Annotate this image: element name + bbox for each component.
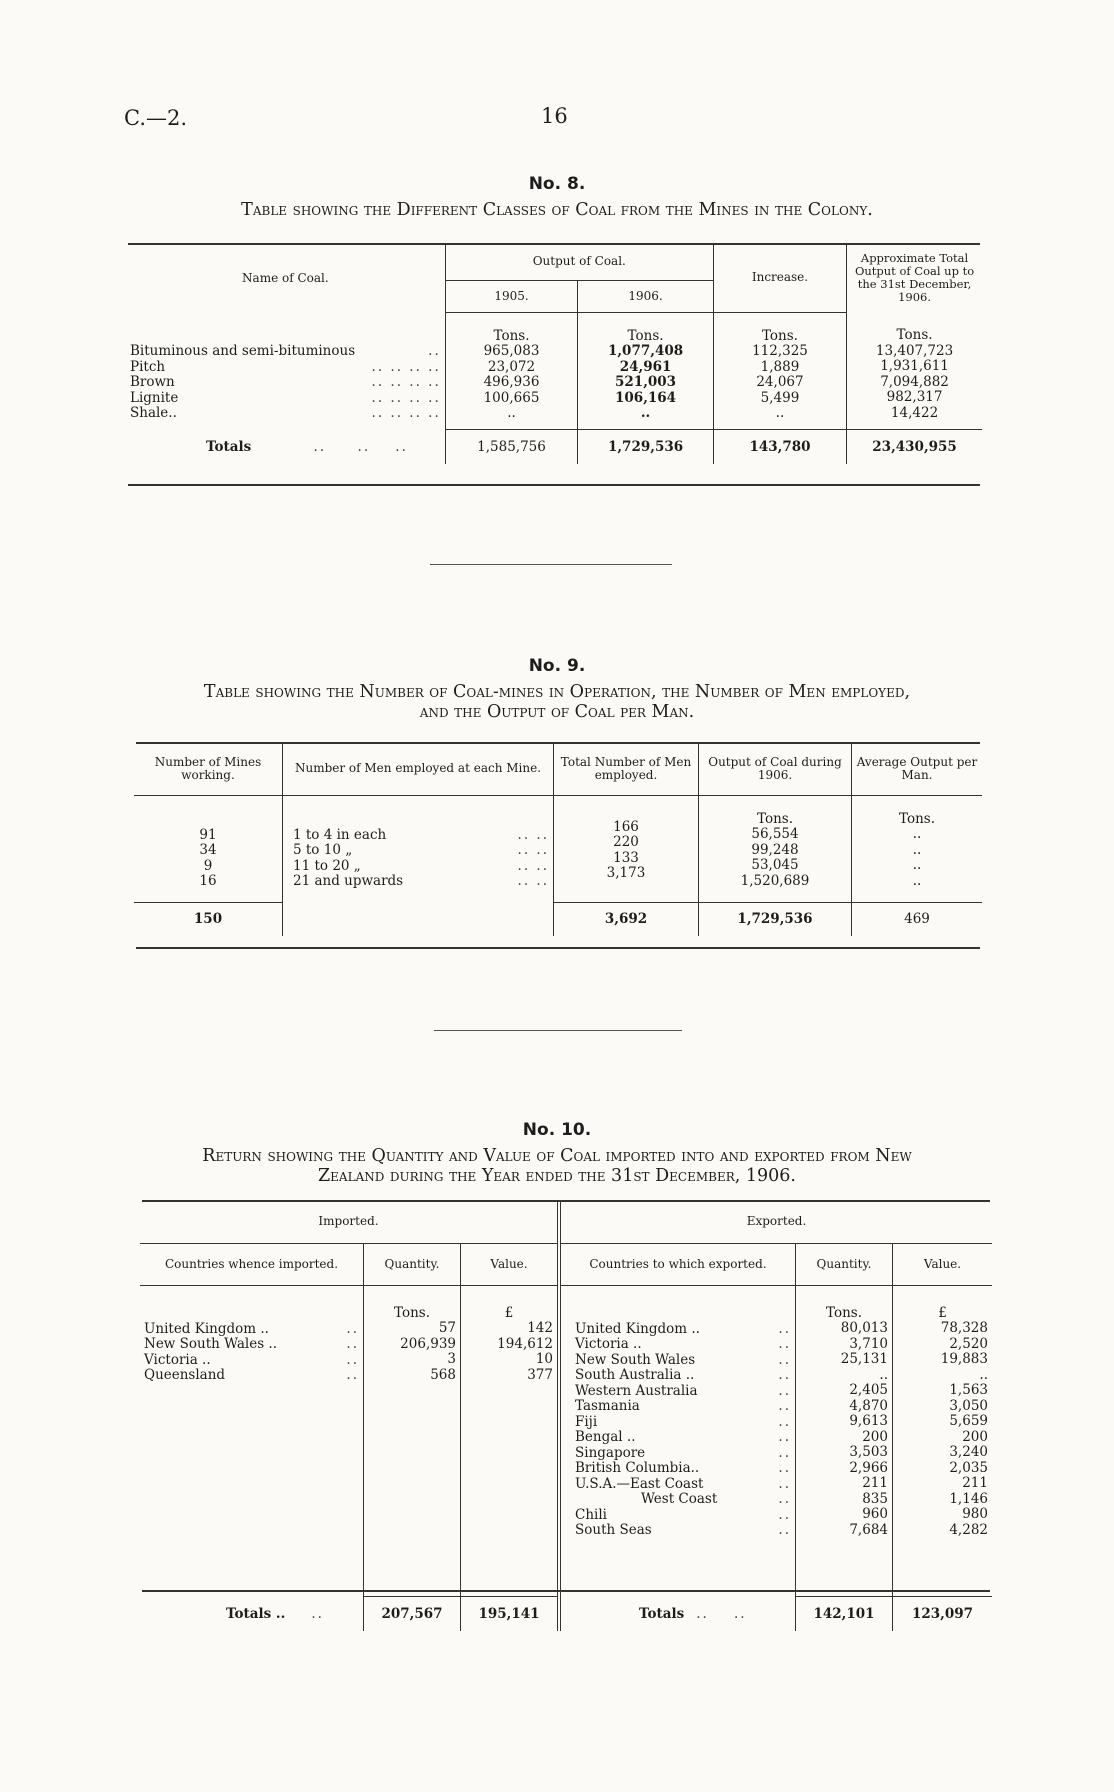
t10-unit-exp-qty: Tons. <box>826 1304 862 1321</box>
table-cell-imp-val: 194,612 <box>497 1335 553 1352</box>
t8-header-increase: Increase. <box>713 244 846 312</box>
table-cell-imp-val: 10 <box>535 1351 553 1367</box>
table-cell-exp-qty: 960 <box>862 1506 888 1522</box>
table-cell-total-men: 3,173 <box>606 865 646 881</box>
t9-output-cell <box>699 795 852 902</box>
table-row: United Kingdom .. .. <box>575 1320 791 1337</box>
table-cell-mines: 16 <box>199 873 217 889</box>
table-cell-increase: 1,889 <box>760 358 800 375</box>
table-cell-1905: 100,665 <box>483 389 540 406</box>
table-cell-exp-qty: 3,503 <box>849 1444 888 1460</box>
t9-header-men: Number of Men employed at each Mine. <box>283 743 554 795</box>
table-row: West Coast .. <box>641 1491 791 1507</box>
table-cell-exp-val: .. <box>979 1366 988 1383</box>
table-cell-increase: 112,325 <box>752 343 808 359</box>
t8-header-output: Output of Coal. <box>445 244 713 280</box>
table-8-caption: Table showing the Different Classes of Coal from the Mines in the Colony. <box>241 200 873 220</box>
table-row: Victoria .. .. <box>144 1351 359 1368</box>
table-cell-increase: .. <box>775 405 785 421</box>
t9-header-avg: Average Output per Man. <box>852 743 983 795</box>
t10-header-imp-val: Value. <box>461 1243 560 1285</box>
t8-header-total: Approximate Total Output of Coal up to the 31st December, 1906. <box>847 244 982 312</box>
table-cell-exp-val: 78,328 <box>940 1320 988 1336</box>
table-cell-imp-val: 142 <box>527 1320 553 1336</box>
table-10-number: No. 10. <box>522 1120 592 1140</box>
table-cell-total: 7,094,882 <box>880 373 949 390</box>
table-row: Shale.. .. .. .. .. <box>130 405 441 421</box>
table-row: Pitch .. .. .. .. <box>130 358 441 375</box>
table-row: Brown .. .. .. .. <box>130 374 441 390</box>
table-cell-1906: 24,961 <box>619 358 672 375</box>
table-cell-exp-val: 3,050 <box>949 1397 988 1414</box>
table-row: South Seas .. <box>575 1522 791 1538</box>
table-cell-output: 1,520,689 <box>740 872 810 889</box>
t10-exp-totals-label: Totals <box>639 1605 685 1622</box>
table-cell-1906: 106,164 <box>615 389 677 406</box>
table-cell-avg: .. <box>912 826 922 842</box>
table-cell-exp-val: 5,659 <box>949 1413 988 1429</box>
t8-unit-increase: Tons. <box>761 327 798 344</box>
t10-imp-totals-label-cell: Totals .. .. <box>226 1605 324 1622</box>
t10-exp-total-val: 123,097 <box>893 1597 993 1631</box>
t9-header-output: Output of Coal during 1906. <box>699 743 852 795</box>
t10-unit-imp-qty: Tons. <box>394 1304 430 1321</box>
t8-header-1905: 1905. <box>445 280 578 312</box>
t10-header-exported: Exported. <box>559 1201 992 1243</box>
table-row: Victoria .. .. <box>575 1336 791 1352</box>
table-10 <box>140 1201 992 1631</box>
document-reference: C.—2. <box>124 106 188 130</box>
table-row: 5 to 10 „ .. .. <box>293 842 549 858</box>
table-row: Tasmania .. <box>575 1398 791 1414</box>
table-cell-imp-qty: 568 <box>430 1366 456 1383</box>
t10-header-imp-qty: Quantity. <box>364 1243 461 1285</box>
table-cell-avg: .. <box>912 857 922 873</box>
table-cell-total: 14,422 <box>890 404 939 421</box>
table-cell-total: 13,407,723 <box>875 342 954 359</box>
t8-header-name: Name of Coal. <box>242 270 329 285</box>
t10-header-imported: Imported. <box>318 1214 379 1229</box>
table-cell-exp-qty: 2,405 <box>849 1382 888 1398</box>
table-cell-output: 56,554 <box>751 826 799 842</box>
t10-imp-total-val: 195,141 <box>461 1597 560 1631</box>
t10-exp-val-cell <box>893 1285 993 1597</box>
table-cell-output: 99,248 <box>751 841 799 858</box>
t9-total-men: 3,692 <box>554 902 699 936</box>
t8-total-1905: 1,585,756 <box>445 430 578 464</box>
table-9-caption-line1: Table showing the Number of Coal-mines in Operation, the Number of Men employed, <box>203 682 911 702</box>
table-cell-output: 53,045 <box>751 857 799 873</box>
table-row: British Columbia.. .. <box>575 1460 791 1476</box>
table-cell-exp-qty: 2,966 <box>849 1459 888 1476</box>
table-cell-exp-val: 4,282 <box>949 1521 988 1538</box>
t9-total-output: 1,729,536 <box>699 902 852 936</box>
t10-header-to: Countries to which exported. <box>559 1243 796 1285</box>
table-9-number: No. 9. <box>528 656 586 676</box>
table-cell-total: 982,317 <box>886 389 943 405</box>
table-cell-exp-val: 3,240 <box>949 1444 988 1460</box>
t9-header-total: Total Number of Men employed. <box>554 743 699 795</box>
t9-mines-cell <box>134 795 283 902</box>
table-cell-exp-val: 2,035 <box>949 1459 988 1476</box>
table-8 <box>126 244 982 464</box>
table-cell-exp-qty: 7,684 <box>849 1521 888 1538</box>
table-cell-exp-val: 2,520 <box>949 1335 988 1352</box>
t9-unit-avg: Tons. <box>899 810 935 827</box>
table-cell-increase: 24,067 <box>756 374 804 390</box>
table-cell-1906: 521,003 <box>615 374 677 390</box>
t8-totals-label: Totals <box>206 438 252 455</box>
table-cell-exp-qty: 835 <box>862 1490 888 1507</box>
t10-header-exp-val: Value. <box>893 1243 993 1285</box>
table-row: Singapore .. <box>575 1444 791 1461</box>
table-row: New South Wales .. .. <box>144 1336 359 1352</box>
t10-header-whence: Countries whence imported. <box>140 1243 364 1285</box>
table-row: United Kingdom .. .. <box>144 1320 359 1337</box>
table-row: South Australia .. .. <box>575 1367 791 1383</box>
t10-imp-country-cell <box>140 1285 364 1597</box>
t10-imp-totals-label: Totals .. <box>226 1605 286 1622</box>
table-cell-exp-qty: 200 <box>862 1428 888 1445</box>
t8-total-1906: 1,729,536 <box>578 430 714 464</box>
table-cell-exp-val: 211 <box>962 1475 988 1491</box>
t8-total-grand: 23,430,955 <box>847 430 982 464</box>
t10-imp-total-qty: 207,567 <box>364 1597 461 1631</box>
t8-unit-1905: Tons. <box>493 327 530 344</box>
table-cell-mines: 34 <box>199 842 217 858</box>
table-row: Queensland .. <box>144 1367 359 1383</box>
table-cell-avg: .. <box>912 872 922 889</box>
table-cell-1906: 1,077,408 <box>607 343 684 359</box>
table-10-caption-line2: Zealand during the Year ended the 31st December, 1906. <box>318 1166 796 1186</box>
table-9 <box>134 743 982 936</box>
table-row: Chili .. <box>575 1506 791 1523</box>
t10-exp-qty-cell <box>796 1285 893 1597</box>
table-cell-avg: .. <box>912 841 922 858</box>
table-cell-exp-val: 200 <box>962 1428 988 1445</box>
table-cell-1905: 23,072 <box>487 358 536 375</box>
table-cell-mines: 91 <box>199 826 217 843</box>
t9-unit-output: Tons. <box>757 810 793 827</box>
table-cell-exp-val: 1,563 <box>949 1382 988 1398</box>
table-cell-exp-val: 1,146 <box>949 1490 988 1507</box>
t8-increase-cell <box>713 312 846 430</box>
table-cell-total-men: 133 <box>613 849 639 866</box>
table-cell-exp-val: 980 <box>962 1506 988 1522</box>
t9-total-mines: 150 <box>134 902 283 936</box>
table-8-number: No. 8. <box>528 174 586 194</box>
table-row: Bituminous and semi-bituminous .. <box>130 343 441 359</box>
table-cell-exp-qty: 80,013 <box>840 1320 888 1336</box>
table-cell-increase: 5,499 <box>760 389 800 406</box>
page-number: 16 <box>541 104 568 128</box>
t8-1906-cell <box>578 312 714 430</box>
table-row: 1 to 4 in each .. .. <box>293 826 549 843</box>
table-cell-1905: 965,083 <box>483 343 540 359</box>
t8-total-cell <box>847 312 982 430</box>
t10-exp-total-qty: 142,101 <box>796 1597 893 1631</box>
t10-exp-country-cell <box>559 1285 796 1597</box>
table-cell-exp-qty: .. <box>879 1366 888 1383</box>
t9-avg-cell <box>852 795 983 902</box>
table-cell-imp-val: 377 <box>527 1366 553 1383</box>
table-cell-total-men: 220 <box>613 834 639 850</box>
t8-total-increase: 143,780 <box>713 430 846 464</box>
table-row: 11 to 20 „ .. .. <box>293 857 549 874</box>
t9-header-mines: Number of Mines working. <box>154 754 262 782</box>
table-cell-total: 1,931,611 <box>880 358 949 374</box>
t9-total-avg: 469 <box>852 902 983 936</box>
t10-imp-qty-cell <box>364 1285 461 1597</box>
t9-total-men-blank <box>283 902 554 936</box>
t10-unit-exp-val: £ <box>938 1304 947 1321</box>
table-cell-imp-qty: 3 <box>447 1351 456 1367</box>
table-cell-1906: .. <box>640 405 651 421</box>
table-cell-mines: 9 <box>203 857 213 874</box>
t10-header-exp-qty: Quantity. <box>796 1243 893 1285</box>
table-cell-exp-qty: 211 <box>862 1475 888 1491</box>
table-cell-imp-qty: 57 <box>438 1320 456 1336</box>
table-row: Fiji .. <box>575 1413 791 1430</box>
table-cell-1905: 496,936 <box>483 374 540 390</box>
table-cell-1905: .. <box>507 405 516 421</box>
table-row: Lignite .. .. .. .. <box>130 389 441 406</box>
t8-names-cell <box>126 312 445 430</box>
table-cell-exp-qty: 9,613 <box>849 1413 888 1429</box>
table-row: U.S.A.—East Coast .. <box>575 1475 791 1492</box>
table-cell-exp-val: 19,883 <box>940 1351 988 1367</box>
table-row: New South Wales .. <box>575 1351 791 1368</box>
t8-unit-total: Tons. <box>896 327 933 343</box>
table-9-caption-line2: and the Output of Coal per Man. <box>419 702 695 722</box>
table-cell-total-men: 166 <box>613 818 639 835</box>
table-row: Western Australia .. <box>575 1382 791 1399</box>
t10-unit-imp-val: £ <box>504 1304 514 1321</box>
table-row: 21 and upwards .. .. <box>293 873 549 889</box>
t9-men-cell <box>283 795 554 902</box>
t8-1905-cell <box>445 312 578 430</box>
table-cell-exp-qty: 3,710 <box>849 1335 888 1352</box>
t10-imp-val-cell <box>461 1285 560 1597</box>
t9-total-cell <box>554 795 699 902</box>
t8-header-1906: 1906. <box>578 280 714 312</box>
t10-exp-totals-label-cell: Totals .. .. <box>559 1597 796 1631</box>
table-cell-exp-qty: 4,870 <box>849 1397 888 1414</box>
t8-totals-label-cell: Totals .. .. .. <box>206 438 408 455</box>
table-row: Bengal .. .. <box>575 1429 791 1445</box>
table-cell-imp-qty: 206,939 <box>400 1335 456 1352</box>
t8-unit-1906: Tons. <box>627 327 664 344</box>
table-10-caption-line1: Return showing the Quantity and Value of Coal imported into and exported from New <box>202 1146 912 1166</box>
table-cell-exp-qty: 25,131 <box>840 1351 888 1367</box>
